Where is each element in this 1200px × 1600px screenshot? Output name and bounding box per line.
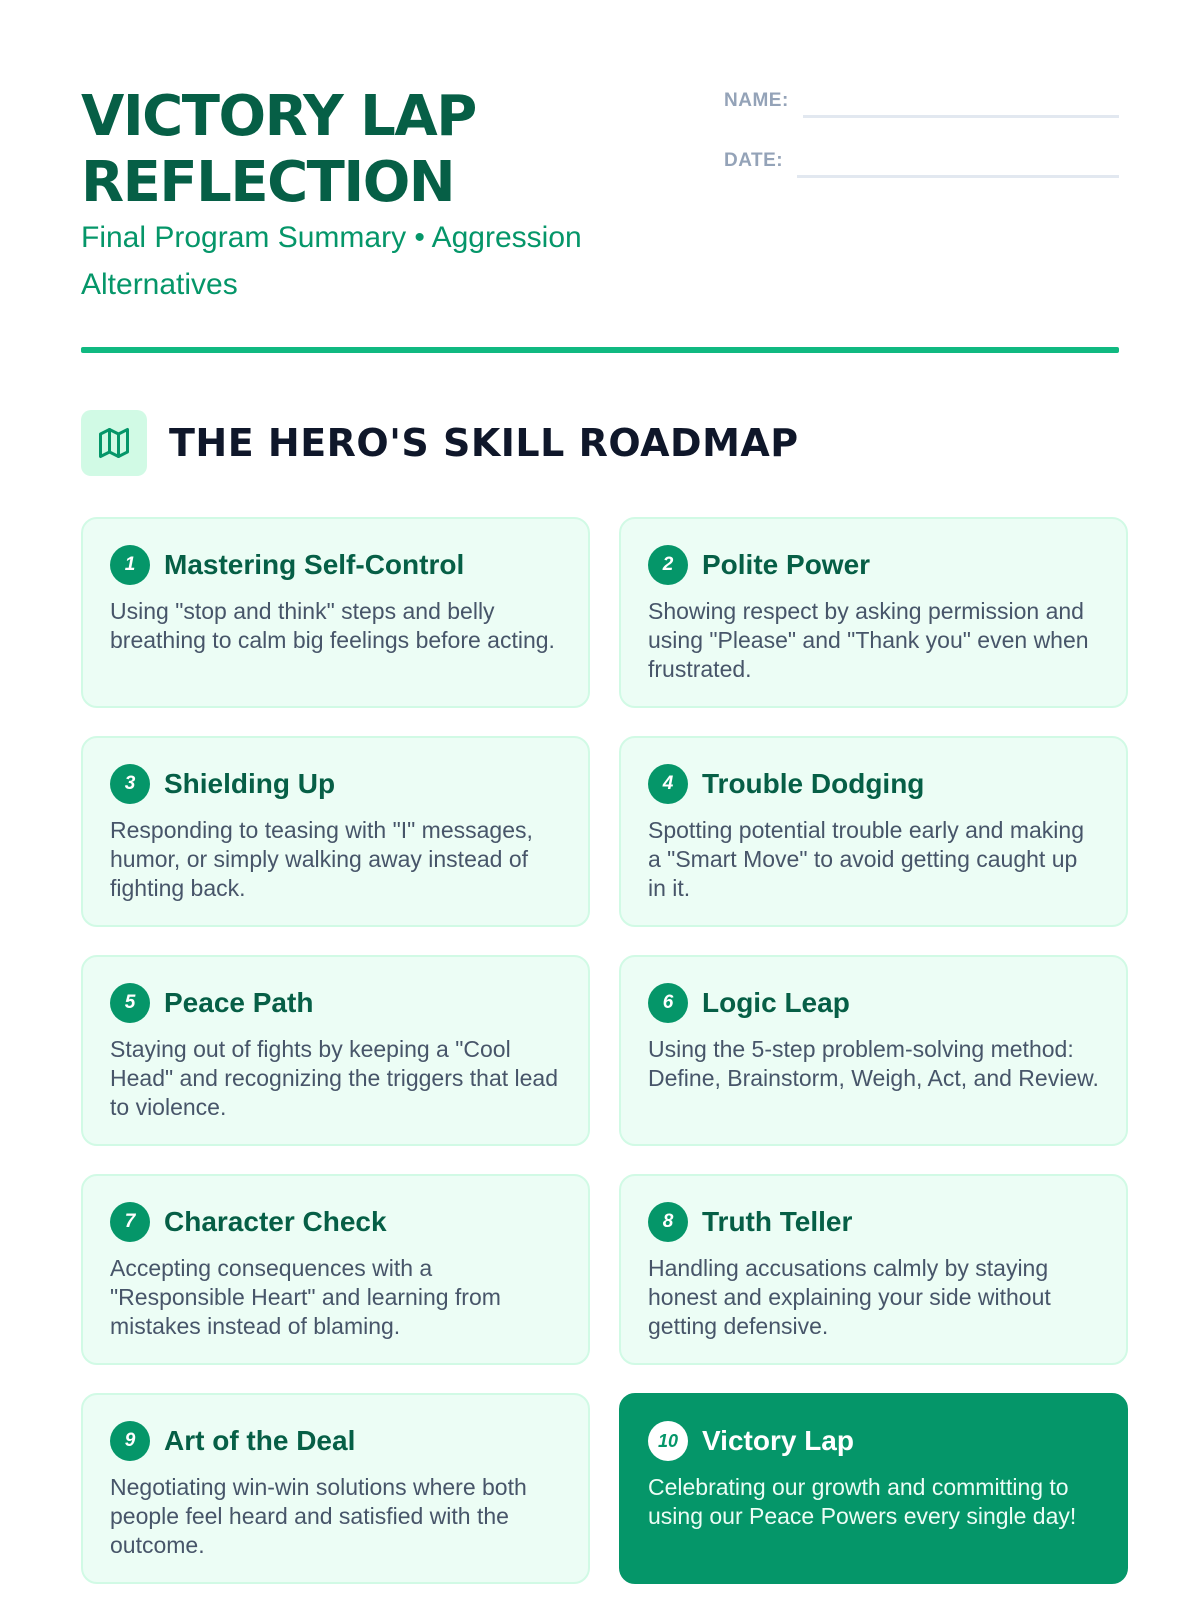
skill-number-badge: 8 [648,1202,688,1242]
skill-description: Spotting potential trouble early and making a "Smart Move" to avoid getting caught up in it. [648,817,1085,901]
skill-description: Celebrating our growth and committing to using our Peace Powers every single day! [648,1474,1077,1529]
skill-card-2 [619,517,1128,708]
skill-number-badge: 10 [648,1421,688,1461]
skill-title: Victory Lap [702,1425,854,1456]
skill-card-1 [81,517,590,708]
skill-title: Mastering Self-Control [164,549,465,580]
skill-title: Art of the Deal [164,1425,356,1456]
skill-title: Logic Leap [702,987,850,1018]
skill-card-3 [81,736,590,927]
skill-card-header [110,983,562,1023]
skill-grid [81,517,1128,1584]
skill-description: Handling accusations calmly by staying honest and explaining your side without getting defensive. [648,1255,1051,1339]
worksheet-header [81,0,1119,356]
skill-title: Character Check [164,1206,387,1237]
skill-number-badge: 3 [110,764,150,804]
skill-number-badge: 7 [110,1202,150,1242]
skill-description: Responding to teasing with "I" messages, humor, or simply walking away instead of fighting back. [110,817,533,901]
skill-card-6 [619,955,1128,1146]
skill-card-10 [619,1393,1128,1584]
skill-card-header [648,764,1100,804]
skill-description: Using "stop and think" steps and belly breathing to calm big feelings before acting. [110,598,555,653]
name-label: NAME: [724,90,789,111]
skill-card-7 [81,1174,590,1365]
skill-number-badge: 1 [110,545,150,585]
map-icon [81,410,147,476]
skill-card-header [648,1421,1100,1461]
skill-card-4 [619,736,1128,927]
skill-card-9 [81,1393,590,1584]
name-field[interactable] [803,115,1119,118]
skill-number-badge: 4 [648,764,688,804]
page-title: VICTORY LAP REFLECTION [81,84,476,215]
skill-description: Staying out of fights by keeping a "Cool Head" and recognizing the triggers that lead to violence. [110,1036,559,1120]
skill-card-header [110,1202,562,1242]
skill-description: Using the 5-step problem-solving method: Define, Brainstorm, Weigh, Act, and Review. [648,1036,1099,1091]
skill-number-badge: 5 [110,983,150,1023]
page-subtitle: Final Program Summary • Aggression Alternatives [81,221,582,301]
skill-title: Shielding Up [164,768,336,799]
student-info [724,86,1119,206]
date-field[interactable] [797,175,1119,178]
skill-title: Peace Path [164,987,314,1018]
section-title: THE HERO'S SKILL ROADMAP [169,421,799,465]
skill-title: Trouble Dodging [702,768,925,799]
skill-card-header [110,1421,562,1461]
skill-card-8 [619,1174,1128,1365]
skill-card-header [648,983,1100,1023]
skill-title: Truth Teller [702,1206,853,1237]
skill-card-header [110,764,562,804]
date-label: DATE: [724,150,784,171]
skill-card-header [648,545,1100,585]
skill-card-header [110,545,562,585]
skill-description: Accepting consequences with a "Responsible Heart" and learning from mistakes instead of blaming. [110,1255,501,1339]
skill-title: Polite Power [702,549,871,580]
skill-number-badge: 6 [648,983,688,1023]
section-heading [81,410,799,476]
date-row [724,146,1119,180]
skill-card-header [648,1202,1100,1242]
skill-card-5 [81,955,590,1146]
name-row [724,86,1119,120]
skill-number-badge: 9 [110,1421,150,1461]
skill-description: Negotiating win-win solutions where both people feel heard and satisfied with the outcome. [110,1474,527,1558]
skill-description: Showing respect by asking permission and using "Please" and "Thank you" even when frustrated. [648,598,1089,682]
header-divider [81,347,1119,353]
skill-number-badge: 2 [648,545,688,585]
